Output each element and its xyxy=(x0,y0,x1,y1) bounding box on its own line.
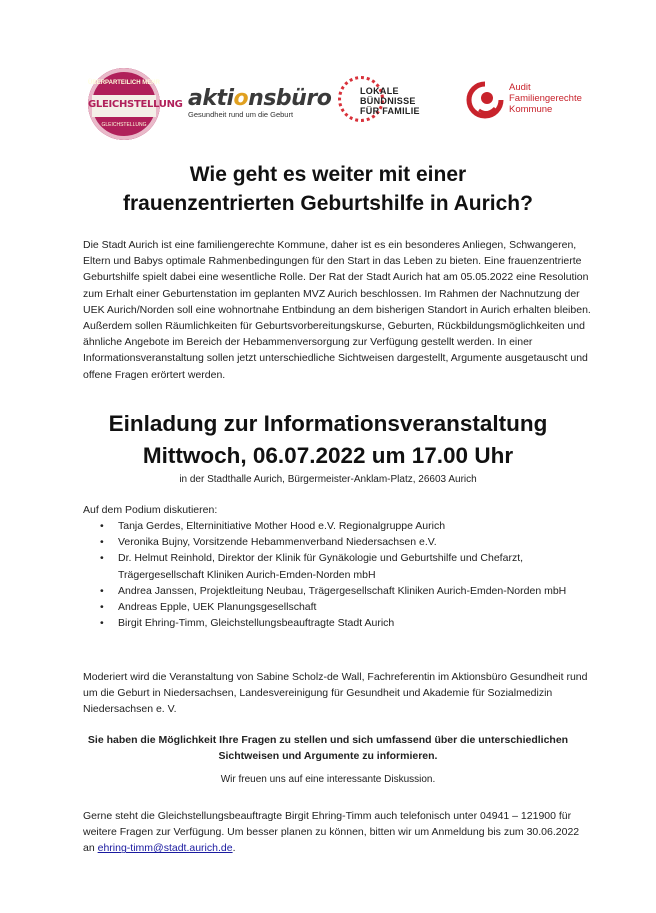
gleichstellung-logo xyxy=(88,68,183,140)
aktionsbuero-wordmark: aktionsbüro xyxy=(188,86,332,111)
audit-mark-icon xyxy=(465,80,505,120)
questions-paragraph: Sie haben die Möglichkeit Ihre Fragen zu stellen und sich umfassend über die unterschiedlichen Sichtweisen und Argumente zu informieren. xyxy=(87,734,569,763)
list-item: • Veronika Bujny, Vorsitzende Hebammenverband Niedersachsen e.V. xyxy=(100,534,590,550)
closing-line: Wir freuen uns auf eine interessante Diskussion. xyxy=(220,774,436,785)
venue-line: in der Stadthalle Aurich, Bürgermeister-Anklam-Platz, 26603 Aurich xyxy=(179,474,477,485)
gleichstellung-ring-bottom: GLEICHSTELLUNG xyxy=(101,122,147,128)
aktionsbuero-logo xyxy=(188,86,332,119)
intro-paragraph: Die Stadt Aurich ist eine familiengerechte Kommune, daher ist es ein besonderes Anliegen, Schwangeren, Eltern und Babys optimale Rahmenbedingungen für den Start in das Leben zu bieten. Eine frauenzentrierte Geburtshilfe spielt dabei eine wesentliche Rolle. Der Rat der Stadt Aurich hat am 05.05.2022 eine Resolution zum Erhalt einer Geburtenstation im geplanten MVZ Aurich beschlossen. Im Rahmen der Nachnutzung der UEK Aurich/Norden soll eine wohnortnahe Entbindung an dem bisherigen Standort in Aurich erhalten bleiben. Außerdem sollen Räumlichkeiten für Geburtsvorbereitungskurse, Geburten, Rückbildungsmöglichkeiten und ähnliche Angebote im Bereich der Hebammenversorgung zur Verfügung gestellt werden. In einer Informationsveranstaltung sollen jetzt unterschiedliche Sichtweisen dargestellt, Argumente ausgetauscht und offene Fragen erörtert werden. xyxy=(83,239,591,381)
logo-bar xyxy=(70,64,590,144)
list-item: • Andrea Janssen, Projektleitung Neubau, Trägergesellschaft Kliniken Aurich-Emden-Norden mbH xyxy=(100,583,590,599)
list-item: • Birgit Ehring-Timm, Gleichstellungsbeauftragte Stadt Aurich xyxy=(100,615,590,631)
audit-text: Audit Familiengerechte Kommune xyxy=(509,82,582,115)
podium-label: Auf dem Podium diskutieren: xyxy=(83,504,218,516)
list-item: • Tanja Gerdes, Elterninitiative Mother Hood e.V. Regionalgruppe Aurich xyxy=(100,518,590,534)
list-item: • Dr. Helmut Reinhold, Direktor der Klinik für Gynäkologie und Geburtshilfe und Chefarzt, Trägergesellschaft Kliniken Aurich-Emden-Norden mbH xyxy=(100,550,590,582)
gleichstellung-word: GLEICHSTELLUNG xyxy=(88,99,183,110)
moderation-paragraph: Moderiert wird die Veranstaltung von Sabine Scholz-de Wall, Fachreferentin im Aktionsbüro Gesundheit rund um die Geburt in Niedersachsen, Landesvereinigung für Gesundheit und Akademie für Sozialmedizin Niedersachsen e. V. xyxy=(83,671,588,716)
lokale-buendnisse-logo xyxy=(338,74,448,134)
list-item: • Andreas Epple, UEK Planungsgesellschaft xyxy=(100,599,590,615)
event-date-heading: Mittwoch, 06.07.2022 um 17.00 Uhr xyxy=(142,443,514,468)
lokale-buendnisse-text: LOKALE BÜNDNISSE FÜR FAMILIE xyxy=(360,86,420,116)
panelist-list xyxy=(100,518,590,631)
page-title: Wie geht es weiter mit einer frauenzentrierten Geburtshilfe in Aurich? xyxy=(123,163,533,215)
gleichstellung-ring-top: ÜBERPARTEILICH MEHR xyxy=(88,80,160,86)
contact-text: Gerne steht die Gleichstellungsbeauftragte Birgit Ehring-Timm auch telefonisch unter 04941 – 121900 für weitere Fragen zur Verfügung. Um besser planen zu können, bitten wir um Anmeldung bis zum 30.06.2022 an xyxy=(83,810,580,855)
audit-logo xyxy=(465,78,590,128)
contact-paragraph: Gerne steht die Gleichstellungsbeauftragte Birgit Ehring-Timm auch telefonisch unter 04941 – 121900 für weitere Fragen zur Verfügung. Um besser planen zu können, bitten wir um Anmeldung bis zum 30.06.2022 an ehring-timm@stadt.aurich.de. xyxy=(83,810,580,855)
invitation-heading: Einladung zur Informationsveranstaltung xyxy=(108,411,548,436)
contact-email-link[interactable]: ehring-timm@stadt.aurich.de xyxy=(97,842,233,855)
aktionsbuero-subtitle: Gesundheit rund um die Geburt xyxy=(188,110,294,119)
